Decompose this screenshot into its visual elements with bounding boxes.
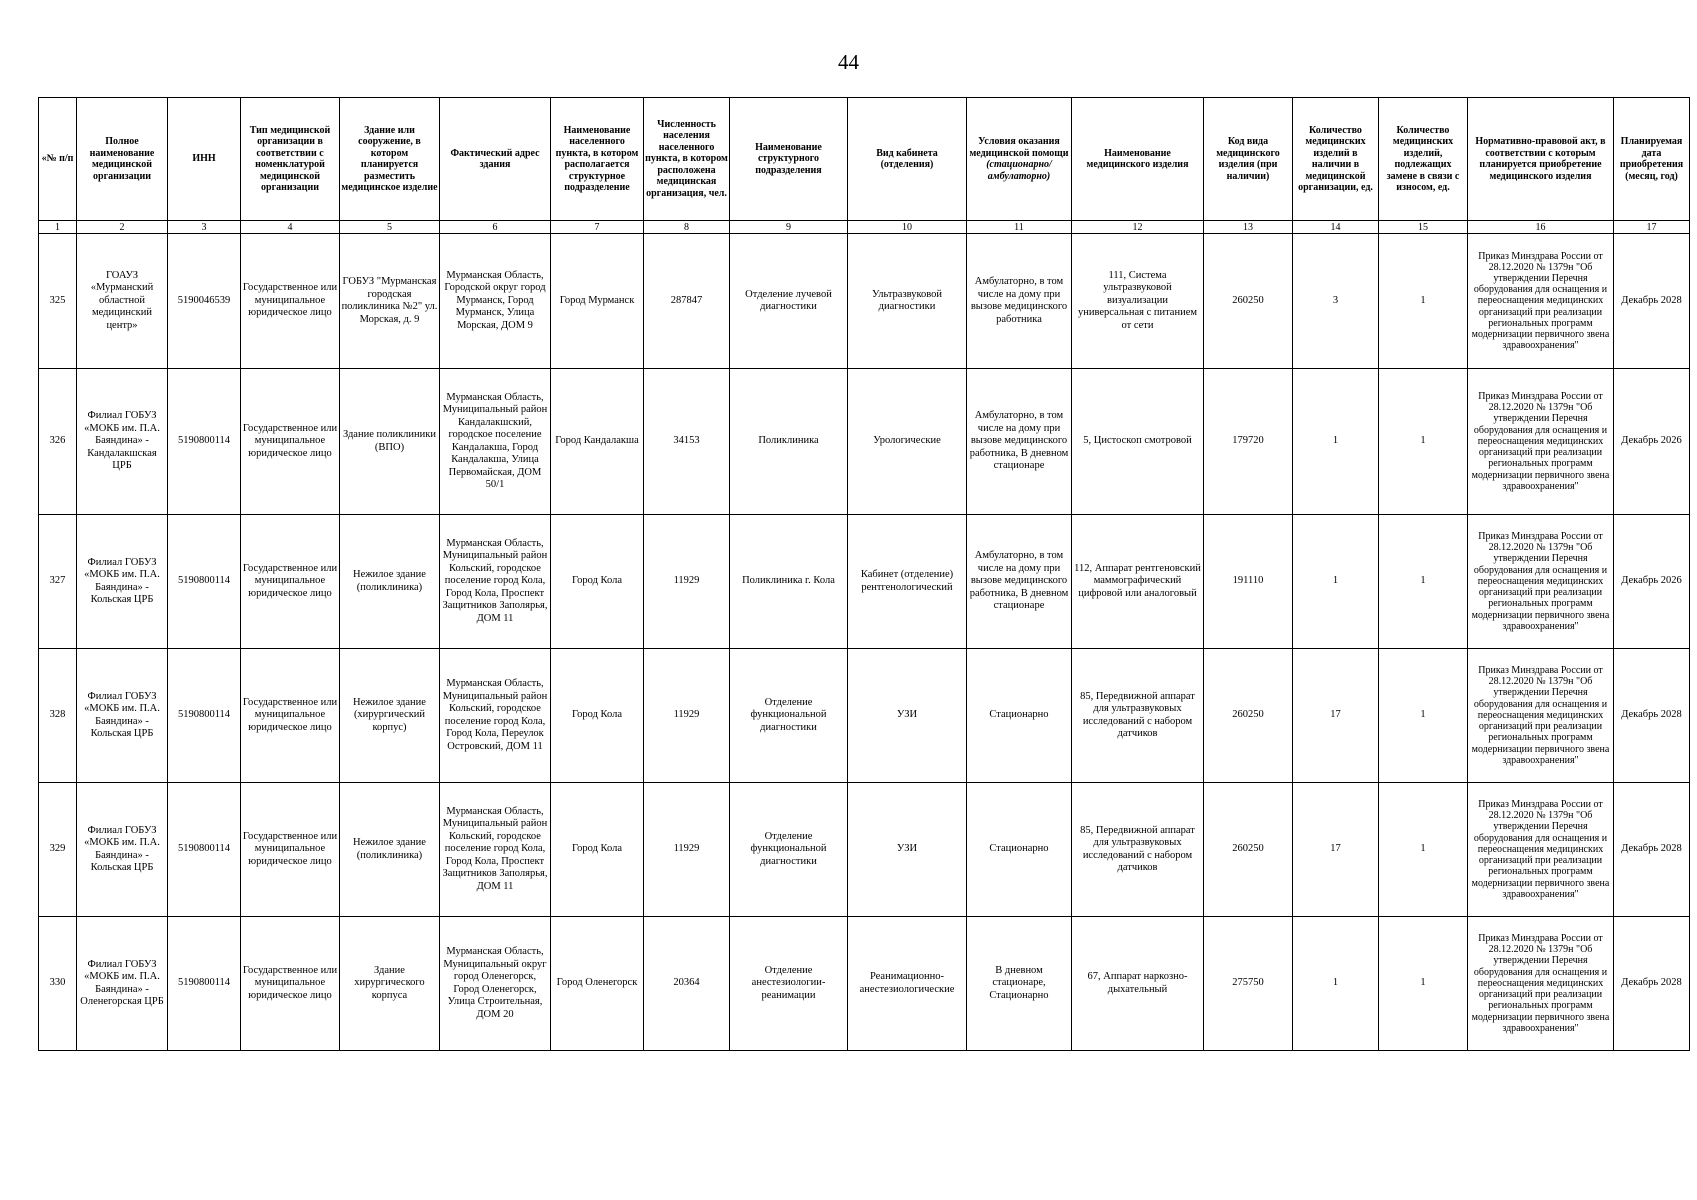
cell-building: Здание хирургического корпуса bbox=[340, 917, 440, 1051]
column-number-cell: 12 bbox=[1072, 221, 1204, 234]
cell-row-number: 328 bbox=[39, 649, 77, 783]
cell-org-type: Государственное или муниципальное юридическое лицо bbox=[241, 515, 340, 649]
cell-legal-act: Приказ Минздрава России от 28.12.2020 № 1379н "Об утверждении Перечня оборудования для оснащения и переоснащения медицинских организаций при реализации региональных программ модернизации первичного звена здравоохранения" bbox=[1468, 369, 1614, 515]
header-cell-org-type: Тип медицинской организации в соответствии с номенклатурой медицинской организации bbox=[241, 98, 340, 221]
cell-org-name: ГОАУЗ «Мурманский областной медицинский центр» bbox=[77, 234, 168, 369]
column-number-cell: 2 bbox=[77, 221, 168, 234]
cell-subdivision: Поликлиника г. Кола bbox=[730, 515, 848, 649]
cell-population: 20364 bbox=[644, 917, 730, 1051]
cell-legal-act: Приказ Минздрава России от 28.12.2020 № 1379н "Об утверждении Перечня оборудования для оснащения и переоснащения медицинских организаций при реализации региональных программ модернизации первичного звена здравоохранения" bbox=[1468, 234, 1614, 369]
cell-org-type: Государственное или муниципальное юридическое лицо bbox=[241, 234, 340, 369]
cell-org-type: Государственное или муниципальное юридическое лицо bbox=[241, 917, 340, 1051]
cell-device-code: 179720 bbox=[1204, 369, 1293, 515]
cell-care-conditions: Стационарно bbox=[967, 783, 1072, 917]
cell-locality: Город Кола bbox=[551, 515, 644, 649]
cell-org-type: Государственное или муниципальное юридическое лицо bbox=[241, 649, 340, 783]
cell-row-number: 327 bbox=[39, 515, 77, 649]
cell-qty-available: 17 bbox=[1293, 783, 1379, 917]
header-cell-device-name: Наименование медицинского изделия bbox=[1072, 98, 1204, 221]
header-row bbox=[39, 98, 1690, 221]
page-number: 44 bbox=[838, 50, 859, 74]
cell-care-conditions: Амбулаторно, в том числе на дому при вызове медицинского работника, В дневном стационаре bbox=[967, 369, 1072, 515]
cell-building: Нежилое здание (поликлиника) bbox=[340, 783, 440, 917]
cell-cabinet-type: Урологические bbox=[848, 369, 967, 515]
cell-qty-available: 1 bbox=[1293, 369, 1379, 515]
header-cell-row-number: «№ п/п bbox=[39, 98, 77, 221]
cell-subdivision: Отделение функциональной диагностики bbox=[730, 649, 848, 783]
cell-qty-available: 1 bbox=[1293, 515, 1379, 649]
cell-legal-act: Приказ Минздрава России от 28.12.2020 № 1379н "Об утверждении Перечня оборудования для оснащения и переоснащения медицинских организаций при реализации региональных программ модернизации первичного звена здравоохранения" bbox=[1468, 917, 1614, 1051]
column-number-cell: 14 bbox=[1293, 221, 1379, 234]
cell-org-name: Филиал ГОБУЗ «МОКБ им. П.А. Баяндина» - Кольская ЦРБ bbox=[77, 783, 168, 917]
cell-qty-available: 3 bbox=[1293, 234, 1379, 369]
header-cell-care-conditions bbox=[967, 98, 1072, 221]
cell-qty-replace: 1 bbox=[1379, 649, 1468, 783]
cell-org-type: Государственное или муниципальное юридическое лицо bbox=[241, 783, 340, 917]
cell-locality: Город Кола bbox=[551, 649, 644, 783]
column-number-cell: 9 bbox=[730, 221, 848, 234]
cell-inn: 5190800114 bbox=[168, 917, 241, 1051]
cell-building: Нежилое здание (поликлиника) bbox=[340, 515, 440, 649]
cell-address: Мурманская Область, Городской округ город Мурманск, Город Мурманск, Улица Морская, ДОМ 9 bbox=[440, 234, 551, 369]
cell-device-name: 67, Аппарат наркозно-дыхательный bbox=[1072, 917, 1204, 1051]
cell-planned-date: Декабрь 2028 bbox=[1614, 234, 1690, 369]
cell-planned-date: Декабрь 2028 bbox=[1614, 917, 1690, 1051]
cell-org-name: Филиал ГОБУЗ «МОКБ им. П.А. Баяндина» - Кольская ЦРБ bbox=[77, 649, 168, 783]
header-cell-qty-available: Количество медицинских изделий в наличии в медицинской организации, ед. bbox=[1293, 98, 1379, 221]
cell-building: ГОБУЗ "Мурманская городская поликлиника №2" ул. Морская, д. 9 bbox=[340, 234, 440, 369]
cell-subdivision: Отделение функциональной диагностики bbox=[730, 783, 848, 917]
cell-planned-date: Декабрь 2028 bbox=[1614, 649, 1690, 783]
cell-org-type: Государственное или муниципальное юридическое лицо bbox=[241, 369, 340, 515]
cell-address: Мурманская Область, Муниципальный район Кандалакшский, городское поселение Кандалакша, Город Кандалакша, Улица Первомайская, ДОМ 50/1 bbox=[440, 369, 551, 515]
cell-device-code: 260250 bbox=[1204, 234, 1293, 369]
cell-locality: Город Кола bbox=[551, 783, 644, 917]
header-cell-planned-date: Планируемая дата приобретения (месяц, год) bbox=[1614, 98, 1690, 221]
cell-inn: 5190800114 bbox=[168, 783, 241, 917]
cell-device-name: 85, Передвижной аппарат для ультразвуковых исследований с набором датчиков bbox=[1072, 649, 1204, 783]
cell-care-conditions: Амбулаторно, в том числе на дому при вызове медицинского работника bbox=[967, 234, 1072, 369]
table-row bbox=[39, 783, 1690, 917]
cell-inn: 5190800114 bbox=[168, 369, 241, 515]
cell-population: 11929 bbox=[644, 649, 730, 783]
cell-org-name: Филиал ГОБУЗ «МОКБ им. П.А. Баяндина» - Кандалакшская ЦРБ bbox=[77, 369, 168, 515]
header-cell-cabinet-type: Вид кабинета (отделения) bbox=[848, 98, 967, 221]
cell-device-name: 112, Аппарат рентгеновский маммографический цифровой или аналоговый bbox=[1072, 515, 1204, 649]
cell-inn: 5190800114 bbox=[168, 515, 241, 649]
header-cell-device-code: Код вида медицинского изделия (при наличии) bbox=[1204, 98, 1293, 221]
cell-subdivision: Поликлиника bbox=[730, 369, 848, 515]
care-conditions-header-main: Условия оказания медицинской помощи bbox=[969, 136, 1069, 159]
cell-address: Мурманская Область, Муниципальный район Кольский, городское поселение город Кола, Город Кола, Проспект Защитников Заполярья, ДОМ 11 bbox=[440, 783, 551, 917]
cell-row-number: 329 bbox=[39, 783, 77, 917]
cell-legal-act: Приказ Минздрава России от 28.12.2020 № 1379н "Об утверждении Перечня оборудования для оснащения и переоснащения медицинских организаций при реализации региональных программ модернизации первичного звена здравоохранения" bbox=[1468, 783, 1614, 917]
table-row bbox=[39, 649, 1690, 783]
column-number-cell: 15 bbox=[1379, 221, 1468, 234]
column-number-cell: 3 bbox=[168, 221, 241, 234]
cell-device-code: 260250 bbox=[1204, 649, 1293, 783]
care-conditions-header-italic: (стационарно/ амбулаторно) bbox=[986, 159, 1052, 182]
cell-subdivision: Отделение лучевой диагностики bbox=[730, 234, 848, 369]
cell-cabinet-type: Реанимационно-анестезиологические bbox=[848, 917, 967, 1051]
cell-population: 11929 bbox=[644, 783, 730, 917]
cell-inn: 5190046539 bbox=[168, 234, 241, 369]
header-cell-locality: Наименование населенного пункта, в котором располагается структурное подразделение bbox=[551, 98, 644, 221]
cell-device-code: 260250 bbox=[1204, 783, 1293, 917]
header-cell-subdivision: Наименование структурного подразделения bbox=[730, 98, 848, 221]
cell-legal-act: Приказ Минздрава России от 28.12.2020 № 1379н "Об утверждении Перечня оборудования для оснащения и переоснащения медицинских организаций при реализации региональных программ модернизации первичного звена здравоохранения" bbox=[1468, 649, 1614, 783]
column-number-cell: 6 bbox=[440, 221, 551, 234]
header-cell-legal-act: Нормативно-правовой акт, в соответствии с которым планируется приобретение медицинского изделия bbox=[1468, 98, 1614, 221]
cell-building: Здание поликлиники (ВПО) bbox=[340, 369, 440, 515]
column-number-cell: 13 bbox=[1204, 221, 1293, 234]
column-number-cell: 10 bbox=[848, 221, 967, 234]
cell-qty-replace: 1 bbox=[1379, 515, 1468, 649]
cell-qty-replace: 1 bbox=[1379, 783, 1468, 917]
column-number-cell: 7 bbox=[551, 221, 644, 234]
column-number-cell: 5 bbox=[340, 221, 440, 234]
cell-device-code: 275750 bbox=[1204, 917, 1293, 1051]
cell-care-conditions: Амбулаторно, в том числе на дому при вызове медицинского работника, В дневном стационаре bbox=[967, 515, 1072, 649]
table-row bbox=[39, 369, 1690, 515]
cell-care-conditions: Стационарно bbox=[967, 649, 1072, 783]
cell-planned-date: Декабрь 2026 bbox=[1614, 369, 1690, 515]
cell-qty-replace: 1 bbox=[1379, 917, 1468, 1051]
cell-planned-date: Декабрь 2026 bbox=[1614, 515, 1690, 649]
table-row bbox=[39, 515, 1690, 649]
header-cell-org-name: Полное наименование медицинской организации bbox=[77, 98, 168, 221]
column-number-row bbox=[39, 221, 1690, 234]
cell-care-conditions: В дневном стационаре, Стационарно bbox=[967, 917, 1072, 1051]
cell-qty-replace: 1 bbox=[1379, 234, 1468, 369]
cell-legal-act: Приказ Минздрава России от 28.12.2020 № 1379н "Об утверждении Перечня оборудования для оснащения и переоснащения медицинских организаций при реализации региональных программ модернизации первичного звена здравоохранения" bbox=[1468, 515, 1614, 649]
column-number-cell: 1 bbox=[39, 221, 77, 234]
cell-locality: Город Мурманск bbox=[551, 234, 644, 369]
cell-org-name: Филиал ГОБУЗ «МОКБ им. П.А. Баяндина» - Кольская ЦРБ bbox=[77, 515, 168, 649]
equipment-registry-table bbox=[38, 97, 1690, 1051]
cell-org-name: Филиал ГОБУЗ «МОКБ им. П.А. Баяндина» - Оленегорская ЦРБ bbox=[77, 917, 168, 1051]
cell-inn: 5190800114 bbox=[168, 649, 241, 783]
cell-address: Мурманская Область, Муниципальный район Кольский, городское поселение город Кола, Город Кола, Проспект Защитников Заполярья, ДОМ 11 bbox=[440, 515, 551, 649]
cell-device-name: 111, Система ультразвуковой визуализации универсальная с питанием от сети bbox=[1072, 234, 1204, 369]
cell-row-number: 326 bbox=[39, 369, 77, 515]
cell-device-name: 5, Цистоскоп смотровой bbox=[1072, 369, 1204, 515]
column-number-cell: 4 bbox=[241, 221, 340, 234]
header-cell-address: Фактический адрес здания bbox=[440, 98, 551, 221]
cell-cabinet-type: УЗИ bbox=[848, 783, 967, 917]
cell-qty-replace: 1 bbox=[1379, 369, 1468, 515]
table-row bbox=[39, 917, 1690, 1051]
cell-cabinet-type: Ультразвуковой диагностики bbox=[848, 234, 967, 369]
header-cell-qty-replace: Количество медицинских изделий, подлежащих замене в связи с износом, ед. bbox=[1379, 98, 1468, 221]
cell-address: Мурманская Область, Муниципальный округ город Оленегорск, Город Оленегорск, Улица Строительная, ДОМ 20 bbox=[440, 917, 551, 1051]
column-number-cell: 17 bbox=[1614, 221, 1690, 234]
cell-subdivision: Отделение анестезиологии-реанимации bbox=[730, 917, 848, 1051]
cell-population: 287847 bbox=[644, 234, 730, 369]
cell-row-number: 330 bbox=[39, 917, 77, 1051]
cell-population: 34153 bbox=[644, 369, 730, 515]
column-number-cell: 16 bbox=[1468, 221, 1614, 234]
cell-locality: Город Кандалакша bbox=[551, 369, 644, 515]
header-cell-building: Здание или сооружение, в котором планируется разместить медицинское изделие bbox=[340, 98, 440, 221]
column-number-cell: 11 bbox=[967, 221, 1072, 234]
header-cell-inn: ИНН bbox=[168, 98, 241, 221]
cell-qty-available: 1 bbox=[1293, 917, 1379, 1051]
cell-building: Нежилое здание (хирургический корпус) bbox=[340, 649, 440, 783]
cell-address: Мурманская Область, Муниципальный район Кольский, городское поселение город Кола, Город Кола, Переулок Островский, ДОМ 11 bbox=[440, 649, 551, 783]
header-cell-population: Численность населения населенного пункта, в котором расположена медицинская организация, чел. bbox=[644, 98, 730, 221]
cell-cabinet-type: УЗИ bbox=[848, 649, 967, 783]
cell-locality: Город Оленегорск bbox=[551, 917, 644, 1051]
column-number-cell: 8 bbox=[644, 221, 730, 234]
cell-device-code: 191110 bbox=[1204, 515, 1293, 649]
cell-cabinet-type: Кабинет (отделение) рентгенологический bbox=[848, 515, 967, 649]
cell-population: 11929 bbox=[644, 515, 730, 649]
cell-device-name: 85, Передвижной аппарат для ультразвуковых исследований с набором датчиков bbox=[1072, 783, 1204, 917]
cell-row-number: 325 bbox=[39, 234, 77, 369]
cell-planned-date: Декабрь 2028 bbox=[1614, 783, 1690, 917]
cell-qty-available: 17 bbox=[1293, 649, 1379, 783]
table-row bbox=[39, 234, 1690, 369]
